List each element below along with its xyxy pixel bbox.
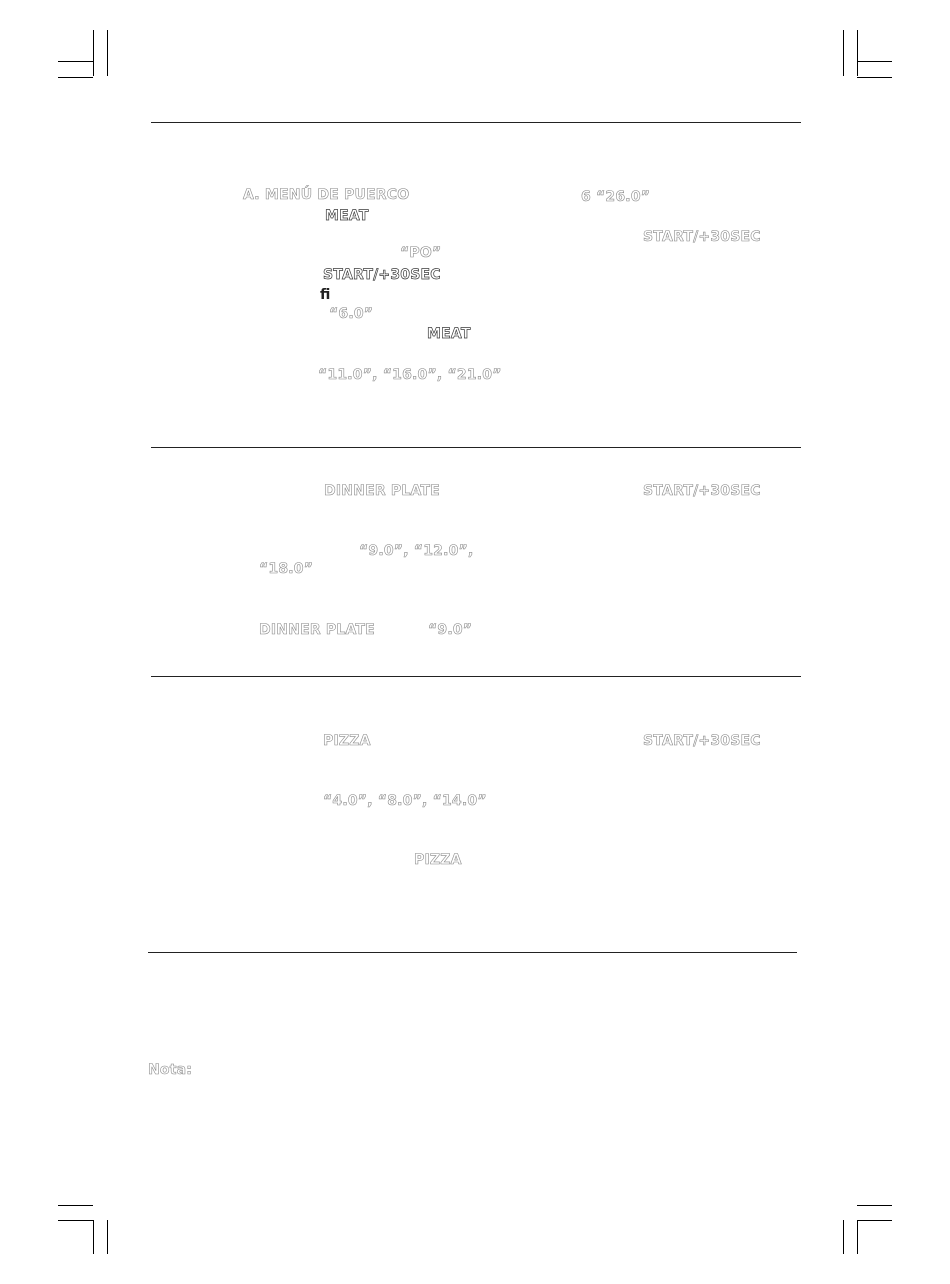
- max-presses-value: 6 “26.0”: [581, 189, 651, 205]
- display-values: “9.0”, “12.0”,: [359, 543, 474, 559]
- start-key-label: START/+30SEC: [323, 267, 441, 283]
- crop-mark: [58, 1220, 93, 1221]
- pizza-key-label: PIZZA: [323, 733, 371, 749]
- meat-key-label: MEAT: [325, 208, 369, 224]
- crop-mark: [107, 30, 108, 76]
- crop-mark: [58, 77, 93, 78]
- crop-mark: [58, 61, 93, 62]
- meat-key-label: MEAT: [427, 326, 471, 342]
- display-first-value: “6.0”: [329, 306, 374, 322]
- start-key-label: START/+30SEC: [643, 229, 761, 245]
- crop-mark: [857, 61, 892, 62]
- display-first-value: “9.0”: [428, 622, 473, 638]
- crop-mark: [857, 1220, 858, 1254]
- start-key-label: START/+30SEC: [643, 483, 761, 499]
- dinner-plate-key-label: DINNER PLATE: [259, 622, 375, 638]
- crop-mark: [93, 30, 94, 76]
- crop-mark: [857, 30, 858, 76]
- pork-menu-heading: A. MENÚ DE PUERCO: [243, 187, 410, 203]
- fi-ligature: ﬁ: [320, 287, 331, 303]
- section-divider: [151, 447, 801, 448]
- dinner-plate-key-label: DINNER PLATE: [324, 483, 440, 499]
- crop-mark: [58, 1205, 93, 1206]
- crop-mark: [857, 1220, 892, 1221]
- crop-mark: [843, 30, 844, 76]
- crop-mark: [857, 1205, 892, 1206]
- crop-mark: [107, 1220, 108, 1254]
- display-values: “18.0”: [259, 561, 314, 577]
- display-po: “PO”: [400, 245, 442, 261]
- start-key-label: START/+30SEC: [643, 733, 761, 749]
- section-divider: [148, 952, 797, 953]
- display-values: “11.0”, “16.0”, “21.0”: [318, 367, 502, 383]
- section-divider: [151, 122, 801, 123]
- pizza-key-label: PIZZA: [414, 852, 462, 868]
- crop-mark: [843, 1220, 844, 1254]
- note-label: Nota:: [148, 1062, 193, 1078]
- crop-mark: [93, 1220, 94, 1254]
- display-values: “4.0”, “8.0”, “14.0”: [323, 793, 487, 809]
- section-divider: [151, 676, 801, 677]
- crop-mark: [857, 77, 892, 78]
